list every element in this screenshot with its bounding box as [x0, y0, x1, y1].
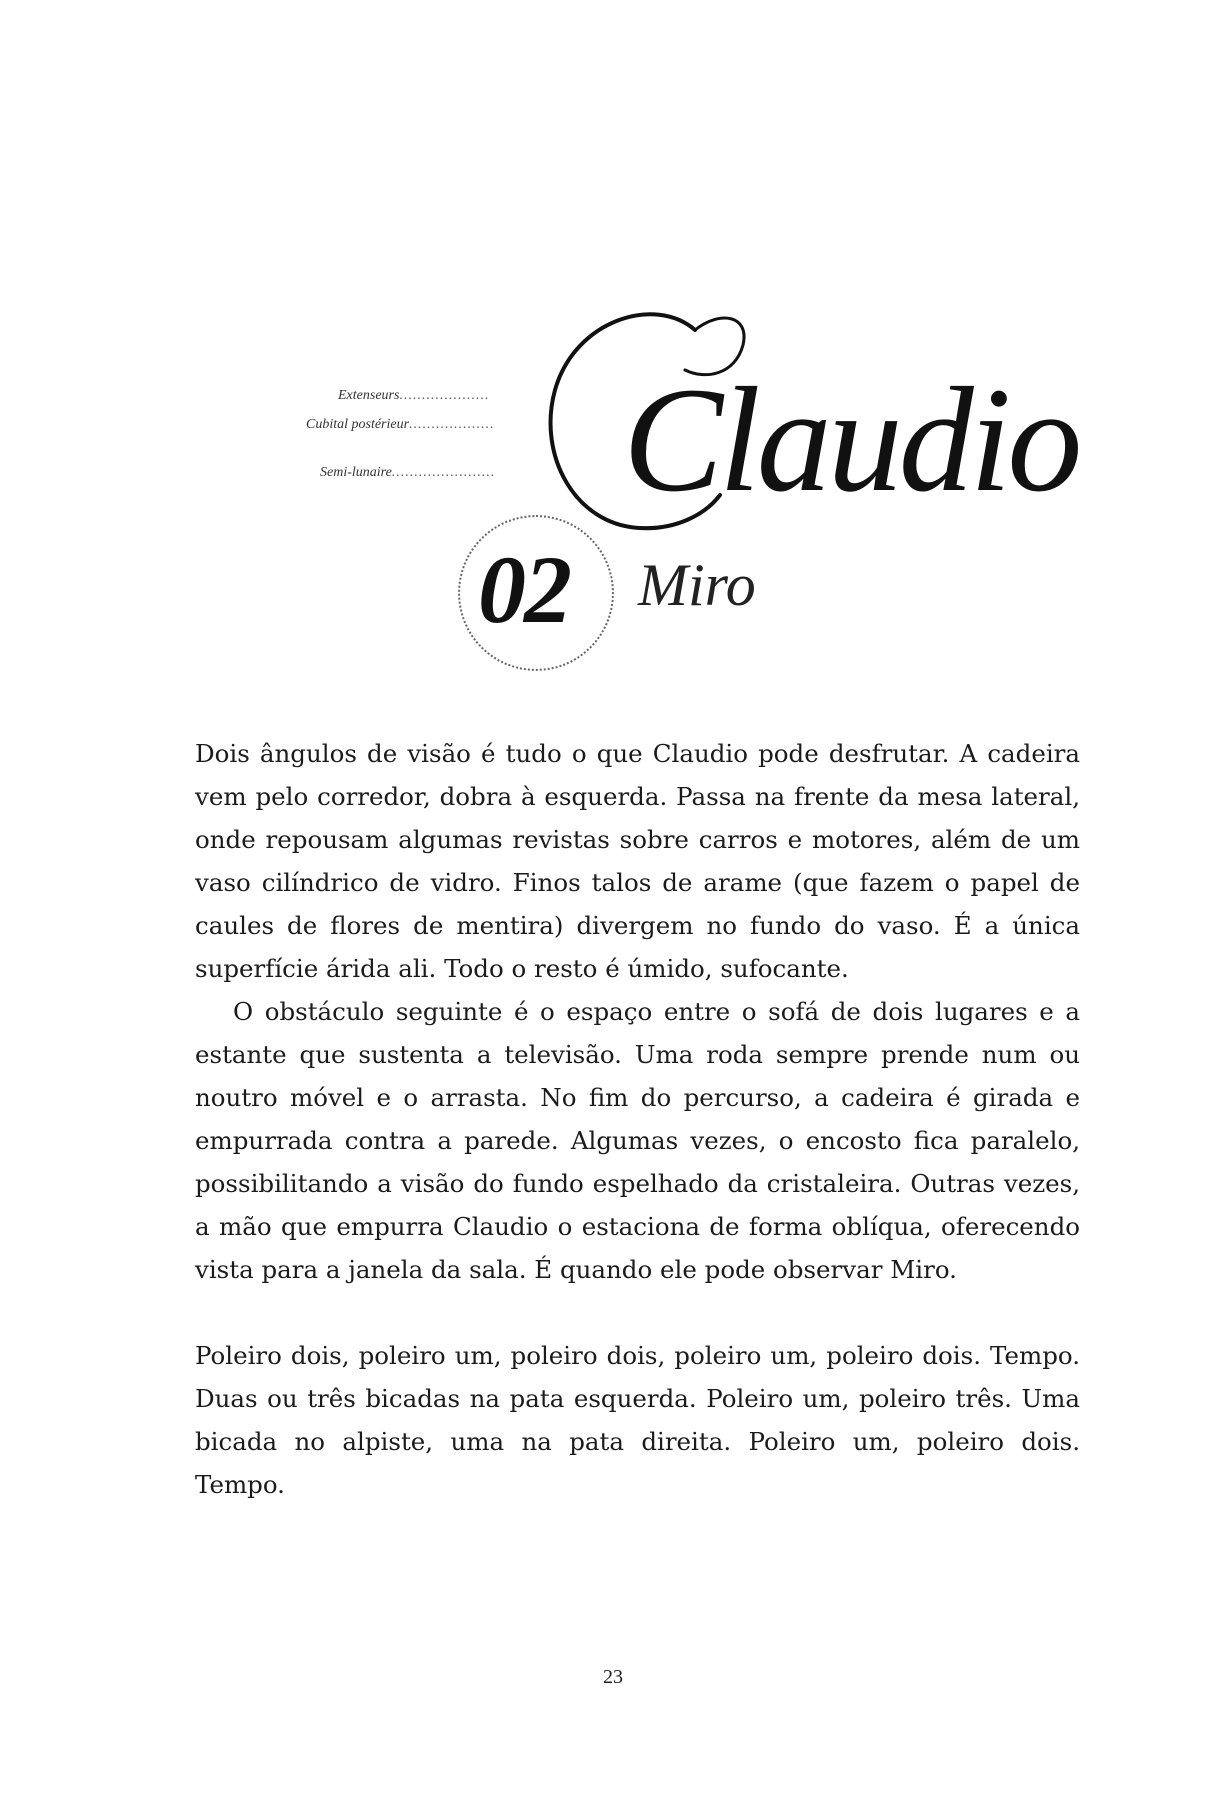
- paragraph: Dois ângulos de visão é tudo o que Claudio pode desfrutar. A cadeira vem pelo corredor, dobra à esquerda. Passa na frente da mesa lateral, onde repousam algumas revistas sobre carros e motores, além de um vaso cilíndrico de vidro. Finos talos de arame (que fazem o papel de caules de flores de mentira) divergem no fundo do vaso. É a única superfície árida ali. Todo o resto é úmido, sufocante.: [195, 739, 1080, 983]
- page-number: 23: [603, 1666, 623, 1688]
- anatomy-label-row: [320, 464, 495, 482]
- paragraph: Poleiro dois, poleiro um, poleiro dois, poleiro um, poleiro dois. Tempo. Duas ou três bicadas na pata esquerda. Poleiro um, poleiro três. Uma bicada no alpiste, uma na pata direita. Poleiro um, poleiro dois. Tempo.: [195, 1341, 1080, 1499]
- anatomy-label-row: [306, 416, 495, 434]
- chapter-number: 02: [478, 536, 570, 643]
- chapter-body: [195, 732, 1080, 1506]
- chapter-subtitle: Miro: [638, 552, 756, 618]
- leader-dots: .......................: [391, 465, 496, 480]
- chapter-title-text: Claudio: [623, 357, 1079, 523]
- chapter-title-calligraphy: [545, 300, 1079, 560]
- anatomy-label: Cubital postérieur: [306, 417, 410, 432]
- leader-dots: ....................: [399, 388, 490, 403]
- chapter-title: [545, 300, 1079, 560]
- chapter-heading: [0, 0, 1226, 720]
- anatomy-label: Extenseurs: [338, 388, 400, 403]
- anatomy-label: Semi-lunaire: [320, 465, 392, 480]
- anatomy-label-row: [338, 387, 489, 405]
- paragraph: O obstáculo seguinte é o espaço entre o sofá de dois lugares e a estante que sustenta a televisão. Uma roda sempre prende num ou noutro móvel e o arrasta. No fim do percurso, a cadeira é girada e empurrada contra a parede. Algumas vezes, o encosto fica paralelo, possibilitando a visão do fundo espelhado da cristaleira. Outras vezes, a mão que empurra Claudio o estaciona de forma oblíqua, oferecendo vista para a janela da sala. É quando ele pode observar Miro.: [195, 997, 1080, 1284]
- leader-dots: ...................: [409, 417, 495, 432]
